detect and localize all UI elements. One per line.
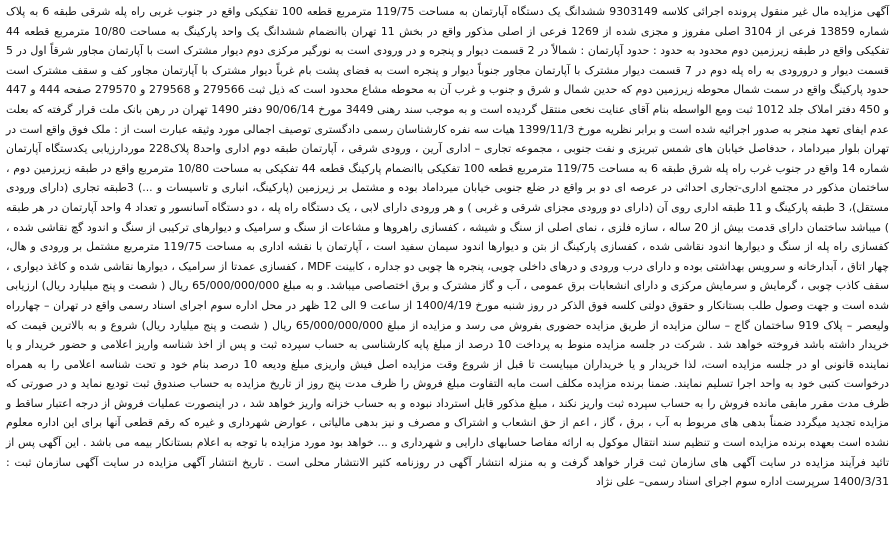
auction-notice-body: آگهی مزایده مال غیر منقول پرونده اجرائی کلاسه 9303149 ششدانگ یک دستگاه آپارتمان به مساحت 119/75 مترمربع قطعه 100 تفکیکی واقع در جنوب غربی راه پله شرقی طبقه 6 به پلاک شماره 13859 فرعی از 3104 اصلی مفروز و مجزی شده از 1269 فرعی از اصلی مذکور واقع در بخش 11 تهران باانضمام ششدانگ یک واحد پارکینگ به مساحت 10/80 مترمربع قطعه 44 تفکیکی واقع در طبقه زیرزمین دوم محدود به حدود : حدود آپارتمان : شمالاً در 2 قسمت دیوار و پنجره و در ورودی است به نورگیر مرکزی دوم دیوار مشترک است با آپارتمان مجاور شرقاً اول در 5 قسمت دیوار و درورودی به راه پله دوم در 7 قسمت دیوار مشترک با آپارتمان مجاور جنوباً دیوار و پنجره است به فضای پشت بام غرباً دیوار مشترک با آپارتمان مجاور کف و سقف مشترک است حدود پارکینگ واقع در سمت شمال محوطه زیرزمین دوم که حدین شمال و شرق و جنوب و غرب آن به محوطه مشاع محدود است که ذیل ثبت 279566 و 279568 و 279570 صفحه 444 و 447 و 450 دفتر املاک جلد 1012 ثبت ومع الواسطه بنام آقای عنایت نخعی منتقل گردیده است و به موجب سند رهنی 3449 مورخ 90/06/14 دفتر 1490 تهران در رهن بانک ملت قرار گرفته که بعلت عدم ایفای تعهد منجر به صدور اجرائیه شده است و برابر نظریه مورخ 1399/11/3 هیات سه نفره کارشناسان رسمی دادگستری توصیف اجمالی مورد وثیقه عبارت است از : ملک فوق واقع است در تهران بلوار میرداماد ، حدفاصل خیابان های شمس تبریزی و نفت جنوبی ، مجموعه تجاری – اداری آرین ، ورودی شرقی ، آپارتمان طبقه دوم اداری واحد8 پلاک228 موردارزیابی یکدستگاه آپارتمان شماره 14 واقع در جنوب غرب راه پله شرق طبقه 6 به مساحت 119/75 مترمربع قطعه 100 تفکیکی باانضمام پارکینگ قطعه 44 تفکیکی به مساحت 10/80 مترمربع واقع در طبقه زیرزمین دوم ، ساختمان مذکور در مجتمع اداری-تجاری احداثی در عرصه ای دو بر واقع در ضلع جنوبی خیابان میرداماد بوده و مشتمل بر زیرزمین (پارکینگ، انباری و تاسیسات و ...) 3طبقه تجاری (دارای ورودی مستقل)، 3 طبقه پارکینگ و 11 طبقه اداری روی آن (دارای دو ورودی مجزای شرقی و غربی ) و هر ورودی دارای لابی ، یک دستگاه راه پله ، دو دستگاه آسانسور و تعداد 4 واحد آپارتمان در هر طبقه ) میباشد ساختمان دارای قدمت بیش از 20 ساله ، سازه فلزی ، نمای اصلی از سنگ و شیشه ، کفسازی راهروها و مشاعات از سنگ و سرامیک و دیوارهای ترکیبی از سنگ و اندود گچ نقاشی شده ، کفسازی راه پله از سنگ و دیوارها اندود نقاشی شده ، کفسازی پارکینگ از بتن و دیوارها اندود سیمان سفید است ، آپارتمان با نقشه اداری به مساحت 119/75 مترمربع مشتمل بر ورودی و هال، چهار اتاق ، آبدارخانه و سرویس بهداشتی بوده و دارای درب ورودی و درهای داخلی چوبی، پنجره ها چوبی دو جداره ، کابینت MDF ، کفسازی عمدتا از سرامیک ، دیوارها نقاشی شده و کاغذ دیواری ، سقف کاذب چوبی ، گرمایش و سرمایش مرکزی و دارای انشعابات برق عمومی ، آب و گاز مشترک و برق اختصاصی میباشد. و به مبلغ 65/000/000/000 ریال ( شصت و پنج میلیارد ریال) ارزیابی شده است و جهت وصول طلب بستانکار و حقوق دولتی کلسه فوق الذکر در روز شنبه مورخ 1400/4/19 از ساعت 9 الی 12 ظهر در محل اداره سوم اجرای اسناد رسمی واقع در تهران – چهارراه ولیعصر – پلاک 919 ساختمان گاج – سالن مزایده از طریق مزایده حضوری بفروش می رسد و مزایده از مبلغ 65/000/000/000 ریال ( شصت و پنج میلیارد ریال) شروع و به بالاترین قیمت که خریدار داشته باشد فروخته خواهد شد . شرکت در جلسه مزایده منوط به پرداخت 10 درصد از مبلغ پایه کارشناسی به حساب سپرده ثبت و پس از اخذ شناسه واریز اعلامی و حضور خریدار و یا نماینده قانونی او در جلسه مزایده است، لذا خریدار و یا خریداران میبایست تا قبل از شروع وقت مزایده اصل فیش واریزی مبلغ ودیعه 10 درصد بنام خود و تحت شناسه اعلامی را به همراه درخواست کتبی خود به واحد اجرا تسلیم نمایند. ضمنا برنده مزایده مکلف است مابه التفاوت مبلغ فروش را ظرف مدت پنج روز از تاریخ مزایده به حساب صندوق ثبت تودیع نماید و در صورتی که ظرف مدت مقرر مابقی مانده فروش را به حساب سپرده ثبت واریز نکند ، مبلغ مذکور قابل استرداد نبوده و به حساب خزانه واریز خواهد شد ، در اینصورت عملیات فروش از درجه اعتبار ساقط و مزایده تجدید میگردد ضمناً بدهی های مربوط به آب ، برق ، گاز ، اعم از حق انشعاب و اشتراک و مصرف و نیز بدهی مالیاتی ، عوارض شهرداری و غیره که رقم قطعی آنها برای این اداره معلوم نشده است بعهده برنده مزایده است و تنظیم سند انتقال موکول به ارائه مفاصا حسابهای دارایی و شهرداری و ... خواهد بود مورد مزایده با توجه به اعلام بستانکار بیمه می باشد . این آگهی پس از تائید فرآیند مزایده در سایت آگهی های سازمان ثبت قرار خواهد گرفت و به منزله انتشار آگهی در روزنامه کثیر الانتشار محلی است . تاریخ انتشار آگهی مزایده در سایت آگهی سازمان ثبت : 1400/3/31 سرپرست اداره سوم اجرای اسناد رسمی– علی نژاد [6,5,890,489]
